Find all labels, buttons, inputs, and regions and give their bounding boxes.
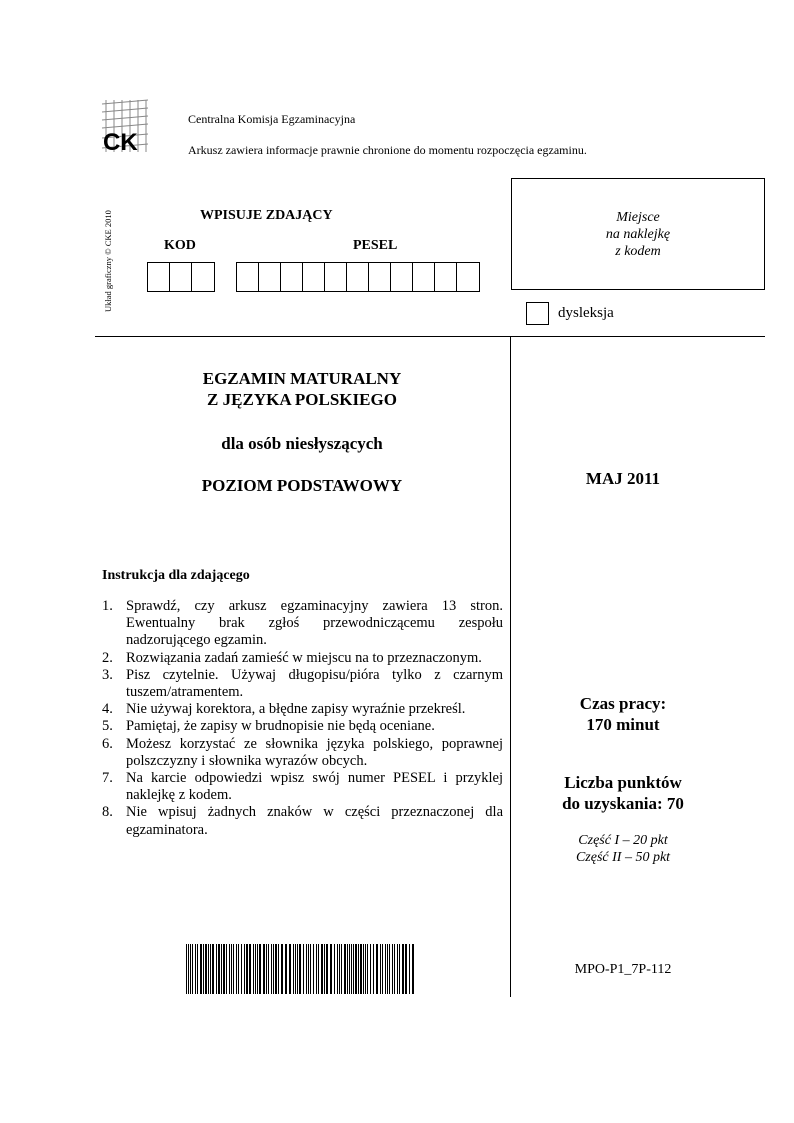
barcode-bar — [236, 944, 237, 994]
barcode-bar — [241, 944, 242, 994]
vertical-divider — [510, 337, 511, 997]
barcode-bar — [373, 944, 374, 994]
kod-digit-box[interactable] — [192, 263, 214, 291]
barcode-bar — [394, 944, 395, 994]
instruction-item: 5. Pamiętaj, że zapisy w brudnopisie nie będą oceniane. — [102, 718, 435, 735]
instruction-item: 2. Rozwiązania zadań zamieść w miejscu na to przeznaczonym. — [102, 649, 482, 666]
barcode-bar — [253, 944, 254, 994]
pesel-input-boxes[interactable] — [236, 262, 480, 292]
barcode-bar — [349, 944, 350, 994]
barcode-bar — [190, 944, 191, 994]
instruction-item: 4. Nie używaj korektora, a błędne zapisy wyraźnie przekreśl. — [102, 701, 466, 718]
barcode-bar — [355, 944, 357, 994]
kod-label: KOD — [164, 238, 196, 253]
instruction-item: 3. Pisz czytelnie. Używaj długopisu/pióra tylko z czarnym tuszem/atramentem. — [102, 666, 503, 701]
barcode-bar — [221, 944, 222, 994]
pesel-digit-box[interactable] — [325, 263, 347, 291]
points-label: Liczba punktów — [564, 773, 682, 792]
barcode-bar — [266, 944, 267, 994]
barcode-bar — [303, 944, 304, 994]
barcode-bar — [397, 944, 398, 994]
barcode-bar — [295, 944, 296, 994]
exam-title-line-1: EGZAMIN MATURALNY — [202, 369, 402, 388]
barcode-bar — [216, 944, 217, 994]
pesel-label: PESEL — [353, 238, 398, 253]
barcode-bar — [399, 944, 400, 994]
sticker-area — [511, 178, 765, 290]
barcode-bar — [341, 944, 342, 994]
barcode-bar — [188, 944, 189, 994]
instructions-list — [102, 598, 503, 839]
barcode-bar — [363, 944, 364, 994]
barcode-bar — [316, 944, 317, 994]
barcode-bar — [275, 944, 277, 994]
exam-code: MPO-P1_7P-112 — [574, 962, 672, 977]
barcode-bar — [231, 944, 232, 994]
barcode — [186, 944, 416, 994]
barcode-bar — [229, 944, 230, 994]
barcode-bar — [382, 944, 383, 994]
barcode-bar — [385, 944, 386, 994]
confidentiality-notice: Arkusz zawiera informacje prawnie chronione do momentu rozpoczęcia egzaminu. — [188, 143, 587, 157]
pesel-digit-box[interactable] — [369, 263, 391, 291]
kod-digit-box[interactable] — [170, 263, 192, 291]
barcode-bar — [218, 944, 220, 994]
pesel-digit-box[interactable] — [435, 263, 457, 291]
barcode-bar — [402, 944, 404, 994]
barcode-bar — [367, 944, 368, 994]
barcode-bar — [389, 944, 390, 994]
barcode-bar — [405, 944, 407, 994]
barcode-bar — [285, 944, 287, 994]
barcode-bar — [330, 944, 332, 994]
barcode-bar — [244, 944, 245, 994]
barcode-bar — [249, 944, 251, 994]
barcode-bar — [370, 944, 371, 994]
exam-level: POZIOM PODSTAWOWY — [201, 476, 403, 495]
barcode-bar — [344, 944, 346, 994]
horizontal-divider — [95, 336, 765, 337]
instruction-item: 7. Na karcie odpowiedzi wpisz swój numer PESEL i przyklej naklejkę z kodem. — [102, 770, 503, 804]
barcode-bar — [409, 944, 410, 994]
exam-date: MAJ 2011 — [585, 469, 661, 488]
points-breakdown — [511, 832, 735, 866]
exam-subtitle: dla osób niesłyszących — [221, 434, 383, 453]
barcode-bar — [268, 944, 269, 994]
barcode-bar — [289, 944, 291, 994]
barcode-bar — [365, 944, 366, 994]
kod-input-boxes[interactable] — [147, 262, 215, 292]
points-part-1: Część I – 20 pkt — [578, 833, 668, 848]
barcode-bar — [318, 944, 319, 994]
pesel-digit-box[interactable] — [391, 263, 413, 291]
barcode-bar — [326, 944, 328, 994]
dysleksja-checkbox[interactable] — [526, 302, 549, 325]
barcode-bar — [299, 944, 301, 994]
barcode-bar — [212, 944, 214, 994]
pesel-digit-box[interactable] — [413, 263, 435, 291]
barcode-bar — [321, 944, 323, 994]
points-value: do uzyskania: 70 — [562, 794, 684, 813]
pesel-digit-box[interactable] — [237, 263, 259, 291]
barcode-bar — [203, 944, 204, 994]
pesel-digit-box[interactable] — [281, 263, 303, 291]
barcode-bar — [358, 944, 359, 994]
barcode-bar — [273, 944, 274, 994]
barcode-bar — [238, 944, 239, 994]
student-fill-heading: WPISUJE ZDAJĄCY — [200, 208, 333, 223]
pesel-digit-box[interactable] — [457, 263, 479, 291]
organization-name: Centralna Komisja Egzaminacyjna — [188, 112, 356, 126]
barcode-bar — [255, 944, 256, 994]
barcode-bar — [233, 944, 234, 994]
barcode-bar — [380, 944, 381, 994]
dysleksja-label: dysleksja — [558, 305, 614, 321]
instruction-item: 1. Sprawdź, czy arkusz egzaminacyjny zawiera 13 stron. Ewentualny brak zgłoś przewodniczącemu zespołu nadzorującego egzamin. — [102, 598, 503, 649]
instruction-item: 6. Możesz korzystać ze słownika języka polskiego, poprawnej polszczyzny i słownika wyrazów obcych. — [102, 735, 503, 769]
kod-digit-box[interactable] — [148, 263, 170, 291]
barcode-bar — [246, 944, 248, 994]
barcode-bar — [412, 944, 414, 994]
time-label: Czas pracy: — [579, 694, 667, 713]
exam-title-line-2: Z JĘZYKA POLSKIEGO — [207, 390, 397, 409]
barcode-bar — [376, 944, 378, 994]
barcode-bar — [259, 944, 261, 994]
barcode-bar — [306, 944, 307, 994]
pesel-digit-box[interactable] — [259, 263, 281, 291]
exam-title — [102, 368, 502, 410]
instruction-item: 8. Nie wpisuj żadnych znaków w części przeznaczonej dla egzaminatora. — [102, 804, 503, 838]
barcode-bar — [353, 944, 354, 994]
barcode-bar — [226, 944, 227, 994]
time-value: 170 minut — [586, 715, 660, 734]
barcode-bar — [257, 944, 258, 994]
instructions-title: Instrukcja dla zdającego — [102, 568, 250, 583]
barcode-bar — [351, 944, 352, 994]
logo-text: CK — [103, 129, 138, 156]
barcode-bar — [186, 944, 187, 994]
barcode-bar — [387, 944, 388, 994]
barcode-bar — [347, 944, 348, 994]
barcode-bar — [208, 944, 209, 994]
barcode-bar — [223, 944, 225, 994]
barcode-bar — [334, 944, 335, 994]
barcode-bar — [263, 944, 265, 994]
graphic-layout-credit: Układ graficzny © CKE 2010 — [103, 210, 113, 312]
barcode-bar — [195, 944, 196, 994]
barcode-bar — [192, 944, 193, 994]
barcode-bar — [197, 944, 198, 994]
barcode-bar — [278, 944, 279, 994]
barcode-bar — [205, 944, 207, 994]
barcode-bar — [281, 944, 283, 994]
sticker-line-2: na naklejkę — [605, 227, 671, 242]
time-block — [511, 693, 735, 735]
points-part-2: Część II – 50 pkt — [575, 850, 671, 865]
cke-logo — [100, 98, 152, 156]
sticker-line-3: z kodem — [615, 244, 661, 259]
barcode-bar — [308, 944, 309, 994]
barcode-bar — [392, 944, 393, 994]
barcode-bar — [360, 944, 362, 994]
points-block — [511, 772, 735, 814]
barcode-bar — [210, 944, 211, 994]
pesel-digit-box[interactable] — [303, 263, 325, 291]
barcode-bar — [339, 944, 340, 994]
barcode-bar — [297, 944, 298, 994]
barcode-bar — [324, 944, 325, 994]
barcode-bar — [310, 944, 311, 994]
barcode-bar — [200, 944, 202, 994]
barcode-bar — [337, 944, 338, 994]
sticker-line-1: Miejsce — [616, 210, 660, 225]
barcode-bar — [293, 944, 294, 994]
pesel-digit-box[interactable] — [347, 263, 369, 291]
barcode-bar — [271, 944, 272, 994]
barcode-bar — [313, 944, 314, 994]
